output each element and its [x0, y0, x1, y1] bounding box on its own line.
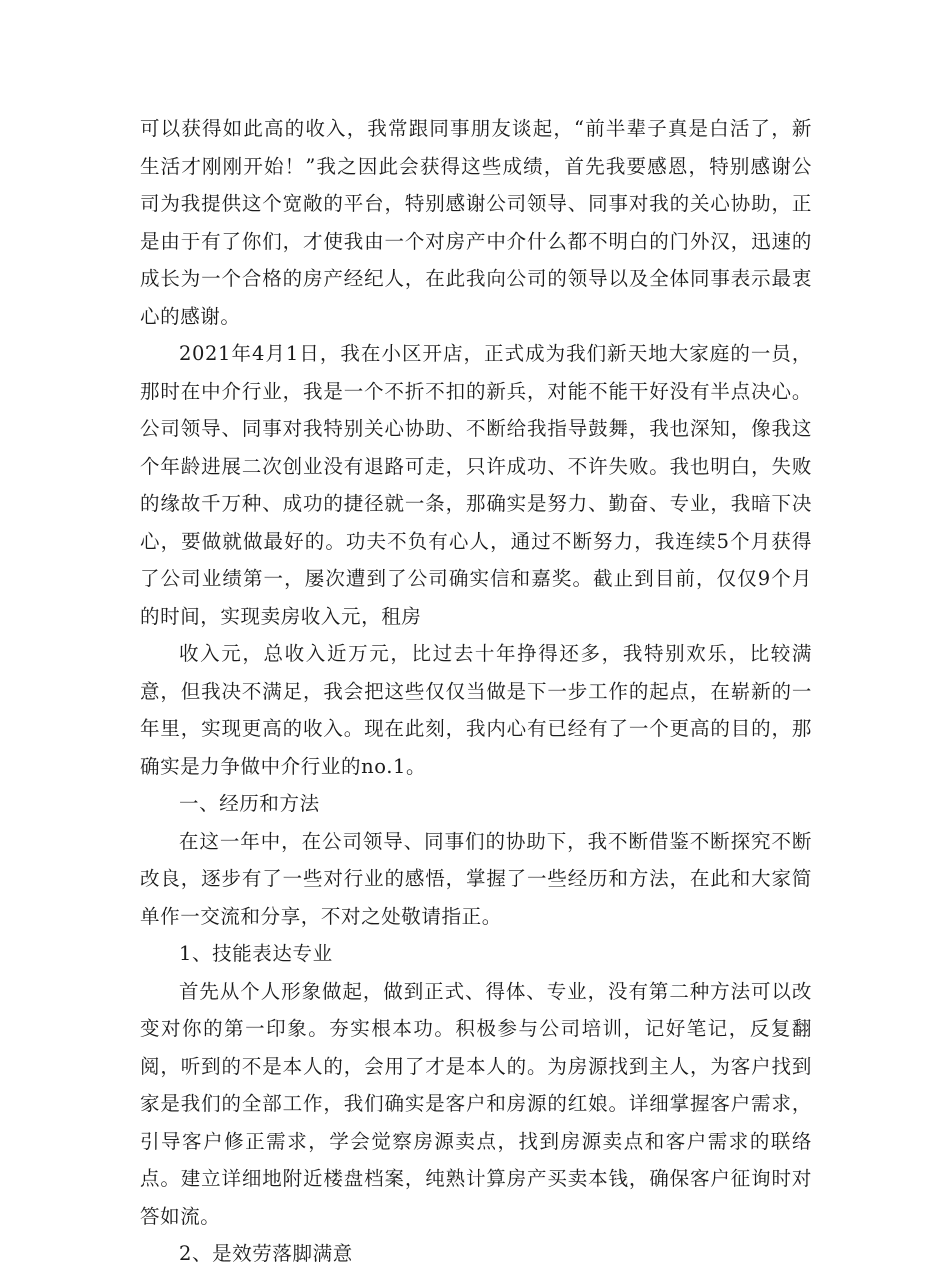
document-body: [140, 110, 812, 1273]
subheading-skills: 1、技能表达专业: [179, 942, 333, 965]
paragraph-income-summary: 收入元，总收入近万元，比过去十年挣得还多，我特别欢乐，比较满意，但我决不满足，我会把这些仅仅当做是下一步工作的起点，在崭新的一年里，实现更高的收入。现在此刻，我内心有已经有了一个更高的目的，那确实是力争做中介行业的no.1。: [140, 642, 812, 778]
paragraph-intro-continued: 可以获得如此高的收入，我常跟同事朋友谈起，“前半辈子真是白活了，新生活才刚刚开始！”我之因此会获得这些成绩，首先我要感恩，特别感谢公司为我提供这个宽敞的平台，特别感谢公司领导、同事对我的关心协助，正是由于有了你们，才使我由一个对房产中介什么都不明白的门外汉，迅速的成长为一个合格的房产经纪人，在此我向公司的领导以及全体同事表示最衷心的感谢。: [140, 117, 812, 328]
paragraph-experience-intro: 在这一年中，在公司领导、同事们的协助下，我不断借鉴不断探究不断改良，逐步有了一些对行业的感悟，掌握了一些经历和方法，在此和大家简单作一交流和分享，不对之处敬请指正。: [140, 829, 812, 928]
section-heading-experience: 一、经历和方法: [179, 792, 320, 815]
paragraph-joining-story: 2021年4月1日，我在小区开店，正式成为我们新天地大家庭的一员，那时在中介行业，我是一个不折不扣的新兵，对能不能干好没有半点决心。公司领导、同事对我特别关心协助、不断给我指导鼓舞，我也深知，像我这个年龄进展二次创业没有退路可走，只许成功、不许失败。我也明白，失败的缘故千万种、成功的捷径就一条，那确实是努力、勤奋、专业，我暗下决心，要做就做最好的。功夫不负有心人，通过不断努力，我连续5个月获得了公司业绩第一，屡次遭到了公司确实信和嘉奖。截止到目前，仅仅9个月的时间，实现卖房收入元，租房: [140, 342, 812, 628]
paragraph-skills: 首先从个人形象做起，做到正式、得体、专业，没有第二种方法可以改变对你的第一印象。夯实根本功。积极参与公司培训，记好笔记，反复翻阅，听到的不是本人的，会用了才是本人的。为房源找到主人，为客户找到家是我们的全部工作，我们确实是客户和房源的红娘。详细掌握客户需求，引导客户修正需求，学会觉察房源卖点，找到房源卖点和客户需求的联络点。建立详细地附近楼盘档案，纯熟计算房产买卖本钱，确保客户征询时对答如流。: [140, 979, 812, 1228]
subheading-service: 2、是效劳落脚满意: [179, 1242, 353, 1265]
